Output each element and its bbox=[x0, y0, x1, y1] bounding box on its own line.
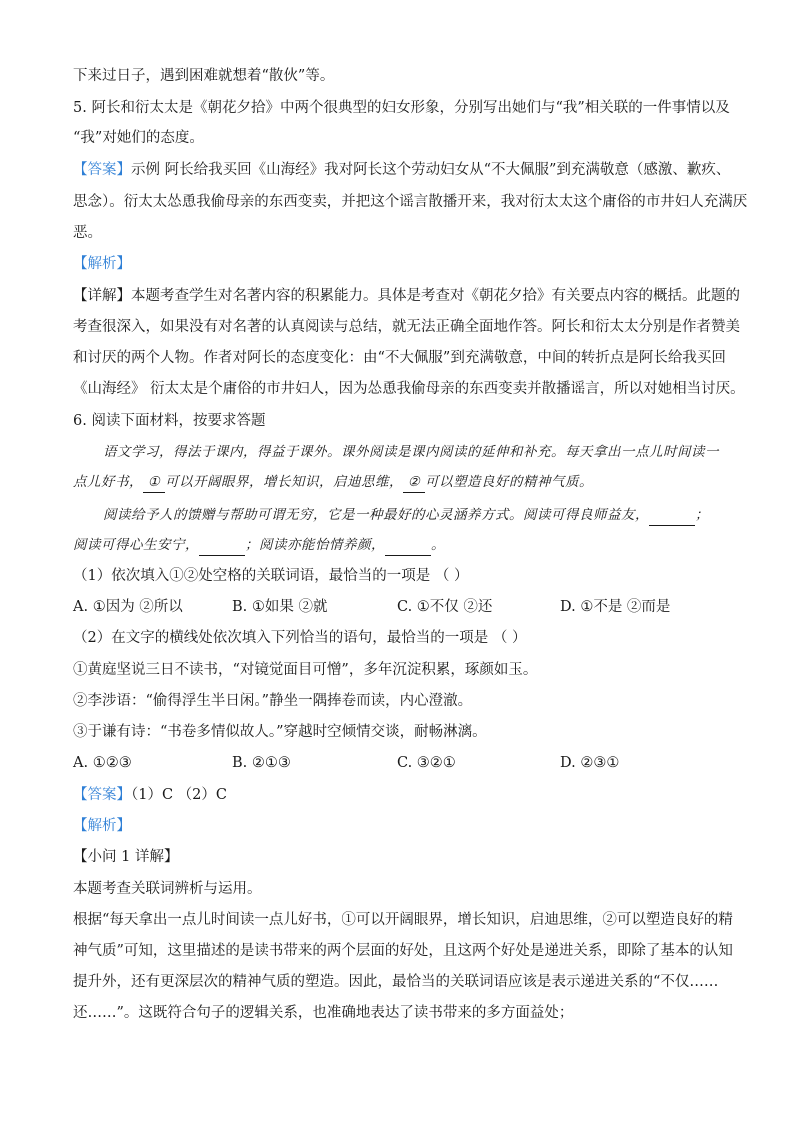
analysis-tag: 【解析】 bbox=[73, 818, 131, 834]
answer-tag: 【答案】 bbox=[73, 162, 131, 178]
material-line: 点儿好书， ① 可以开阔眼界，增长知识，启迪思维， ② 可以塑造良好的精神气质。 bbox=[73, 472, 593, 493]
option-a: A. ①②③ bbox=[73, 755, 132, 771]
option-d: D. ②③① bbox=[560, 755, 620, 771]
analysis-tag: 【解析】 bbox=[73, 256, 131, 272]
material-line: 语文学习，得法于课内，得益于课外。课外阅读是课内阅读的延伸和补充。每天拿出一点儿时间读一 bbox=[103, 444, 719, 460]
q5-detail-line: 考查很深入，如果没有对名著的认真阅读与总结，就无法正确全面地作答。阿长和衍太太分别是作者赞美 bbox=[73, 319, 740, 335]
q5-answer-line: 恶。 bbox=[73, 225, 102, 241]
question-6-2: （2）在文字的横线处依次填入下列恰当的语句，最恰当的一项是 （ ） bbox=[73, 630, 527, 646]
statement-3: ③于谦有诗：“书卷多情似故人。”穿越时空倾情交谈，耐畅淋漓。 bbox=[73, 724, 487, 740]
answer-blank bbox=[385, 535, 431, 556]
q5-answer-line: 【答案】示例 阿长给我买回《山海经》我对阿长这个劳动妇女从“不大佩服”到充满敬意（感激、歉疚、 bbox=[73, 162, 731, 178]
explanation-line: 还……”。这既符合句子的逻辑关系，也准确地表达了读书带来的多方面益处； bbox=[73, 1005, 574, 1021]
question-5: 5. 阿长和衍太太是《朝花夕拾》中两个很典型的妇女形象，分别写出她们与“我”相关联的一件事情以及 bbox=[73, 100, 730, 116]
q5-detail-line: 《山海经》 衍太太是个庸俗的市井妇人，因为怂恿我偷母亲的东西变卖并散播谣言，所以对她相当讨厌。 bbox=[73, 381, 745, 397]
material-line: 阅读可得心生安宁， ；阅读亦能怡情养颜， 。 bbox=[73, 535, 445, 556]
q5-answer-line: 思念）。衍太太怂恿我偷母亲的东西变卖，并把这个谣言散播开来，我对衍太太这个庸俗的市井妇人充满厌 bbox=[73, 194, 748, 210]
q5-detail-line: 和讨厌的两个人物。作者对阿长的态度变化：由“不大佩服”到充满敬意，中间的转折点是阿长给我买回 bbox=[73, 350, 726, 366]
q5-detail-line: 【详解】本题考查学生对名著内容的积累能力。具体是考查对《朝花夕拾》有关要点内容的概括。此题的 bbox=[73, 288, 740, 304]
option-c: C. ③②① bbox=[397, 755, 456, 771]
sub-question-tag: 【小问 1 详解】 bbox=[73, 849, 179, 865]
question-6-1: （1）依次填入①②处空格的关联词语，最恰当的一项是 （ ） bbox=[73, 568, 469, 584]
option-c: C. ①不仅 ②还 bbox=[397, 599, 493, 615]
text-line: 下来过日子，遇到困难就想着“散伙”等。 bbox=[73, 68, 335, 84]
q6-answer-line: 【答案】（1）C （2）C bbox=[73, 787, 227, 803]
statement-1: ①黄庭坚说三日不读书，“对镜觉面目可憎”，多年沉淀积累，琢颜如玉。 bbox=[73, 662, 538, 678]
detail-tag: 【详解】 bbox=[73, 288, 131, 304]
explanation-line: 本题考查关联词辨析与运用。 bbox=[73, 881, 262, 897]
option-b: B. ①如果 ②就 bbox=[232, 599, 328, 615]
question-6: 6. 阅读下面材料，按要求答题 bbox=[73, 413, 266, 429]
material-line: 阅读给予人的馈赠与帮助可谓无穷，它是一种最好的心灵涵养方式。阅读可得良师益友， ； bbox=[103, 505, 709, 526]
answer-tag: 【答案】 bbox=[73, 787, 131, 803]
explanation-line: 神气质”可知，这里描述的是读书带来的两个层面的好处，且这两个好处是递进关系，即除了基本的认知 bbox=[73, 943, 733, 959]
option-d: D. ①不是 ②而是 bbox=[560, 599, 671, 615]
explanation-line: 根据“每天拿出一点儿时间读一点儿好书，①可以开阔眼界，增长知识，启迪思维，②可以塑造良好的精 bbox=[73, 912, 733, 928]
option-b: B. ②①③ bbox=[232, 755, 291, 771]
option-a: A. ①因为 ②所以 bbox=[73, 599, 183, 615]
blank-2: ② bbox=[403, 472, 425, 493]
answer-blank bbox=[199, 535, 245, 556]
explanation-line: 提升外，还有更深层次的精神气质的塑造。因此，最恰当的关联词语应该是表示递进关系的“不仅…… bbox=[73, 974, 719, 990]
blank-1: ① bbox=[143, 472, 165, 493]
question-5-cont: “我”对她们的态度。 bbox=[73, 130, 204, 146]
statement-2: ②李涉语：“偷得浮生半日闲。”静坐一隅捧卷而读，内心澄澈。 bbox=[73, 693, 473, 709]
answer-blank bbox=[649, 505, 695, 526]
